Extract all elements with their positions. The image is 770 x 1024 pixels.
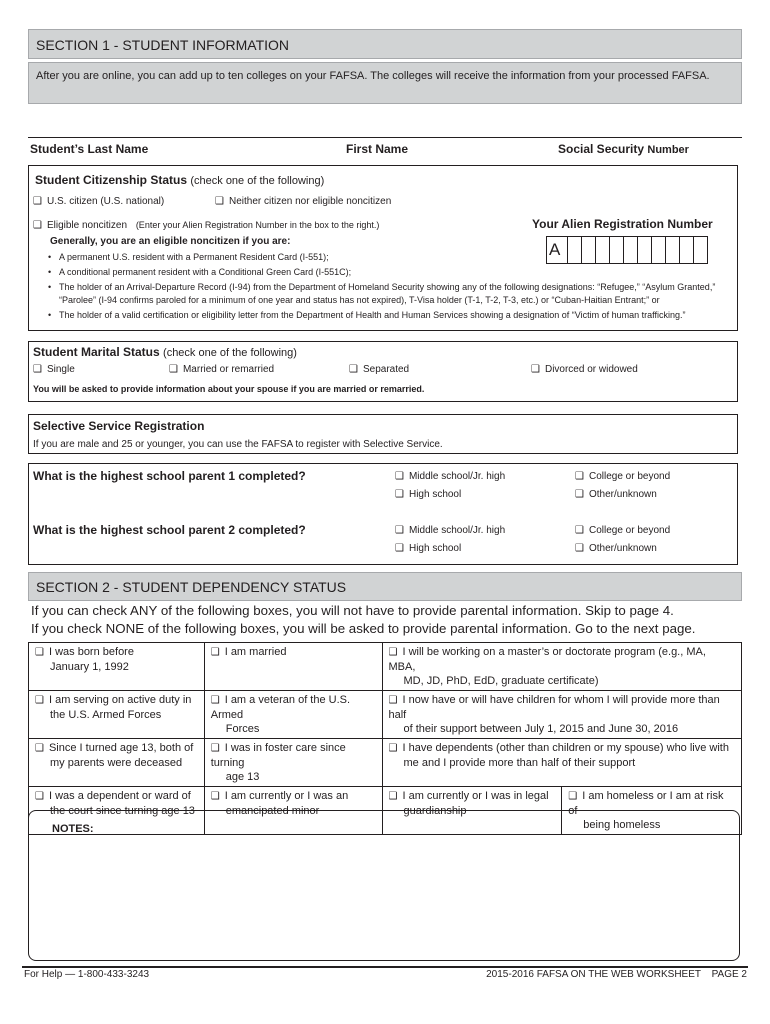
parent2-question: What is the highest school parent 2 completed?	[33, 523, 306, 537]
cell-text: I am currently or I was an	[224, 790, 349, 802]
marital-title: Student Marital Status	[33, 345, 160, 359]
dep-married[interactable]	[204, 643, 382, 691]
cell-text: of their support between July 1, 2015 and June 30, 2016	[403, 723, 679, 735]
arn-digit-cell[interactable]	[693, 236, 708, 264]
footer-worksheet	[486, 969, 747, 980]
cell-text: I now have or will have children for whom I will provide more than half	[388, 694, 720, 721]
cell-text: the U.S. Armed Forces	[50, 709, 162, 721]
dependency-grid	[28, 642, 742, 835]
opt-us-citizen[interactable]	[33, 196, 164, 207]
section1-header: SECTION 1 - STUDENT INFORMATION	[36, 37, 290, 53]
checkbox-icon[interactable]: ❑	[395, 543, 404, 554]
dep-children[interactable]	[382, 691, 742, 739]
opt-single-label: Single	[46, 364, 75, 375]
footer-worksheet-title: 2015-2016 FAFSA ON THE WEB WORKSHEET	[486, 969, 701, 980]
cell-text: I was born before	[48, 646, 134, 658]
citizenship-title: Student Citizenship Status	[35, 173, 188, 187]
cell-text: emancipated minor	[225, 805, 320, 817]
checkbox-icon[interactable]: ❑	[35, 791, 44, 802]
dep-parents-deceased[interactable]	[29, 739, 205, 787]
dep-foster-care[interactable]	[204, 739, 382, 787]
checkbox-icon[interactable]: ❑	[35, 647, 44, 658]
parent-education-box	[28, 463, 738, 565]
checkbox-icon[interactable]: ❑	[349, 364, 358, 375]
section2-line2: If you check NONE of the following boxes, you will be asked to provide parental information. Go to the next page.	[31, 621, 696, 636]
checkbox-icon[interactable]: ❑	[575, 543, 584, 554]
last-name-label: Student’s Last Name	[30, 142, 149, 156]
list-item: • A permanent U.S. resident with a Permanent Resident Card (I-551);	[29, 251, 735, 264]
cell-text: age 13	[225, 771, 260, 783]
dep-born-before-1992[interactable]	[29, 643, 205, 691]
checkbox-icon[interactable]: ❑	[395, 525, 404, 536]
cell-text: I am homeless or I am at risk of	[568, 790, 724, 817]
list-item: • A conditional permanent resident with a Conditional Green Card (I-551C);	[29, 266, 735, 279]
cell-text: Since I turned age 13, both of	[48, 742, 194, 754]
cell-text: the court since turning age 13	[50, 805, 195, 817]
section2-header-bar	[28, 572, 742, 601]
marital-box	[28, 341, 738, 402]
cell-text: I am married	[224, 646, 287, 658]
p1-opt-middle[interactable]	[395, 471, 505, 482]
dep-graduate-program[interactable]	[382, 643, 742, 691]
cell-text: I was in foster care since turning	[210, 742, 346, 769]
cell-text: guardianship	[403, 805, 467, 817]
p2-opt-college[interactable]	[575, 525, 670, 536]
dep-dependents[interactable]	[382, 739, 742, 787]
p2-opt-high[interactable]	[395, 543, 461, 554]
opt-single[interactable]	[33, 364, 75, 375]
selective-service-box	[28, 414, 738, 454]
arn-digit-cell[interactable]	[651, 236, 666, 264]
checkbox-icon[interactable]: ❑	[210, 647, 220, 658]
arn-digit-cell[interactable]	[595, 236, 610, 264]
arn-digit-cell[interactable]	[567, 236, 582, 264]
dep-veteran[interactable]	[204, 691, 382, 739]
checkbox-icon[interactable]: ❑	[575, 525, 584, 536]
ssn-label-a: Social Security	[558, 142, 645, 156]
section1-intro: After you are online, you can add up to ten colleges on your FAFSA. The colleges will receive the information from your processed FAFSA.	[36, 70, 710, 82]
marital-hint: (check one of the following)	[163, 347, 297, 359]
list-item: • The holder of an Arrival-Departure Record (I-94) from the Department of Homeland Security showing any of the following designations: “Refugee,” “Asylum Granted,” “Parolee” (I-94 confirms paroled for a minimum of one year and status has not expired), T-Visa holder (T-1, T-2, T-3, etc.) or “Cuban-Haitian Entrant;” or	[29, 281, 735, 307]
arn-digit-cell[interactable]	[679, 236, 694, 264]
checkbox-icon[interactable]: ❑	[210, 743, 220, 754]
cell-text: I will be working on a master’s or doctorate program (e.g., MA, MBA,	[388, 646, 706, 673]
opt-neither[interactable]	[215, 196, 391, 207]
dep-active-duty[interactable]	[29, 691, 205, 739]
cell-text: January 1, 1992	[50, 661, 129, 673]
generally-label: Generally, you are an eligible noncitizen if you are:	[50, 236, 291, 247]
checkbox-icon[interactable]: ❑	[568, 791, 578, 802]
opt-separated[interactable]	[349, 364, 409, 375]
checkbox-icon[interactable]: ❑	[575, 489, 584, 500]
ssn-label-b: Number	[647, 144, 689, 156]
p2-opt-other-label: Other/unknown	[588, 543, 657, 554]
section1-intro-bar	[28, 62, 742, 104]
section1-header-bar	[28, 29, 742, 59]
arn-label: Your Alien Registration Number	[532, 217, 713, 231]
opt-separated-label: Separated	[362, 364, 410, 375]
section2-line1: If you can check ANY of the following boxes, you will not have to provide parental information. Skip to page 4.	[31, 603, 674, 618]
p1-opt-high[interactable]	[395, 489, 461, 500]
alien-registration-input[interactable]	[547, 236, 708, 264]
footer-help: For Help — 1-800-433-3243	[24, 969, 150, 980]
cell-text: I am currently or I was in legal	[402, 790, 549, 802]
cell-text: I have dependents (other than children or my spouse) who live with	[402, 742, 729, 754]
checkbox-icon[interactable]: ❑	[388, 647, 398, 658]
cell-text: Forces	[225, 723, 260, 735]
p2-opt-college-label: College or beyond	[588, 525, 671, 536]
opt-us-citizen-label: U.S. citizen (U.S. national)	[46, 196, 165, 207]
cell-text: MD, JD, PhD, EdD, graduate certificate)	[403, 675, 599, 687]
cell-text: being homeless	[583, 819, 661, 831]
checkbox-icon[interactable]: ❑	[395, 489, 404, 500]
checkbox-icon[interactable]: ❑	[215, 196, 224, 207]
cell-text: I am a veteran of the U.S. Armed	[210, 694, 351, 721]
checkbox-icon[interactable]: ❑	[395, 471, 404, 482]
arn-digit-cell[interactable]	[623, 236, 638, 264]
arn-digit-cell[interactable]	[609, 236, 624, 264]
arn-digit-cell[interactable]	[637, 236, 652, 264]
footer-page: PAGE 2	[711, 969, 747, 980]
list-item: • The holder of a valid certification or eligibility letter from the Department of Health and Human Services showing a designation of “Victim of human trafficking.”	[29, 309, 735, 322]
name-row-line	[28, 137, 742, 138]
checkbox-icon[interactable]: ❑	[575, 471, 584, 482]
selective-text: If you are male and 25 or younger, you can use the FAFSA to register with Selective Service.	[33, 439, 443, 450]
checkbox-icon[interactable]: ❑	[33, 364, 42, 375]
checkbox-icon[interactable]: ❑	[33, 220, 42, 231]
citizenship-title-row	[35, 173, 324, 187]
opt-neither-label: Neither citizen nor eligible noncitizen	[228, 196, 392, 207]
checkbox-icon[interactable]: ❑	[210, 791, 220, 802]
checkbox-icon[interactable]: ❑	[531, 364, 540, 375]
notes-label: NOTES:	[52, 823, 94, 835]
cell-text: I was a dependent or ward of	[48, 790, 191, 802]
p1-opt-college-label: College or beyond	[588, 471, 671, 482]
checkbox-icon[interactable]: ❑	[35, 743, 44, 754]
checkbox-icon[interactable]: ❑	[388, 791, 398, 802]
cell-text: I am serving on active duty in	[48, 694, 192, 706]
opt-divorced-label: Divorced or widowed	[544, 364, 638, 375]
opt-eligible-hint: (Enter your Alien Registration Number in the box to the right.)	[135, 220, 380, 230]
citizenship-hint: (check one of the following)	[190, 175, 325, 187]
checkbox-icon[interactable]: ❑	[210, 695, 220, 706]
p2-opt-other[interactable]	[575, 543, 657, 554]
arn-digit-cell[interactable]	[581, 236, 596, 264]
p1-opt-other-label: Other/unknown	[588, 489, 657, 500]
notes-box[interactable]	[28, 810, 740, 961]
parent1-question: What is the highest school parent 1 completed?	[33, 469, 306, 483]
p1-opt-other[interactable]	[575, 489, 657, 500]
footer-line	[22, 966, 748, 968]
p1-opt-high-label: High school	[408, 489, 462, 500]
opt-eligible-label: Eligible noncitizen	[46, 220, 128, 231]
marital-title-row	[33, 345, 297, 359]
ssn-label	[558, 142, 689, 156]
p2-opt-middle[interactable]	[395, 525, 505, 536]
p1-opt-middle-label: Middle school/Jr. high	[408, 471, 506, 482]
opt-married[interactable]	[169, 364, 274, 375]
p2-opt-high-label: High school	[408, 543, 462, 554]
cell-text: my parents were deceased	[50, 757, 183, 769]
checkbox-icon[interactable]: ❑	[388, 695, 398, 706]
arn-digit-cell[interactable]	[665, 236, 680, 264]
opt-married-label: Married or remarried	[182, 364, 275, 375]
opt-eligible[interactable]	[33, 220, 379, 231]
marital-note: You will be asked to provide information about your spouse if you are married or remarried.	[33, 384, 425, 394]
section2-header: SECTION 2 - STUDENT DEPENDENCY STATUS	[36, 579, 347, 595]
selective-title: Selective Service Registration	[33, 419, 205, 433]
cell-text: me and I provide more than half of their support	[403, 757, 636, 769]
checkbox-icon[interactable]: ❑	[35, 695, 44, 706]
checkbox-icon[interactable]: ❑	[169, 364, 178, 375]
first-name-label: First Name	[346, 142, 409, 156]
checkbox-icon[interactable]: ❑	[33, 196, 42, 207]
checkbox-icon[interactable]: ❑	[388, 743, 398, 754]
p1-opt-college[interactable]	[575, 471, 670, 482]
opt-divorced[interactable]	[531, 364, 638, 375]
arn-prefix-cell: A	[546, 236, 568, 264]
p2-opt-middle-label: Middle school/Jr. high	[408, 525, 506, 536]
